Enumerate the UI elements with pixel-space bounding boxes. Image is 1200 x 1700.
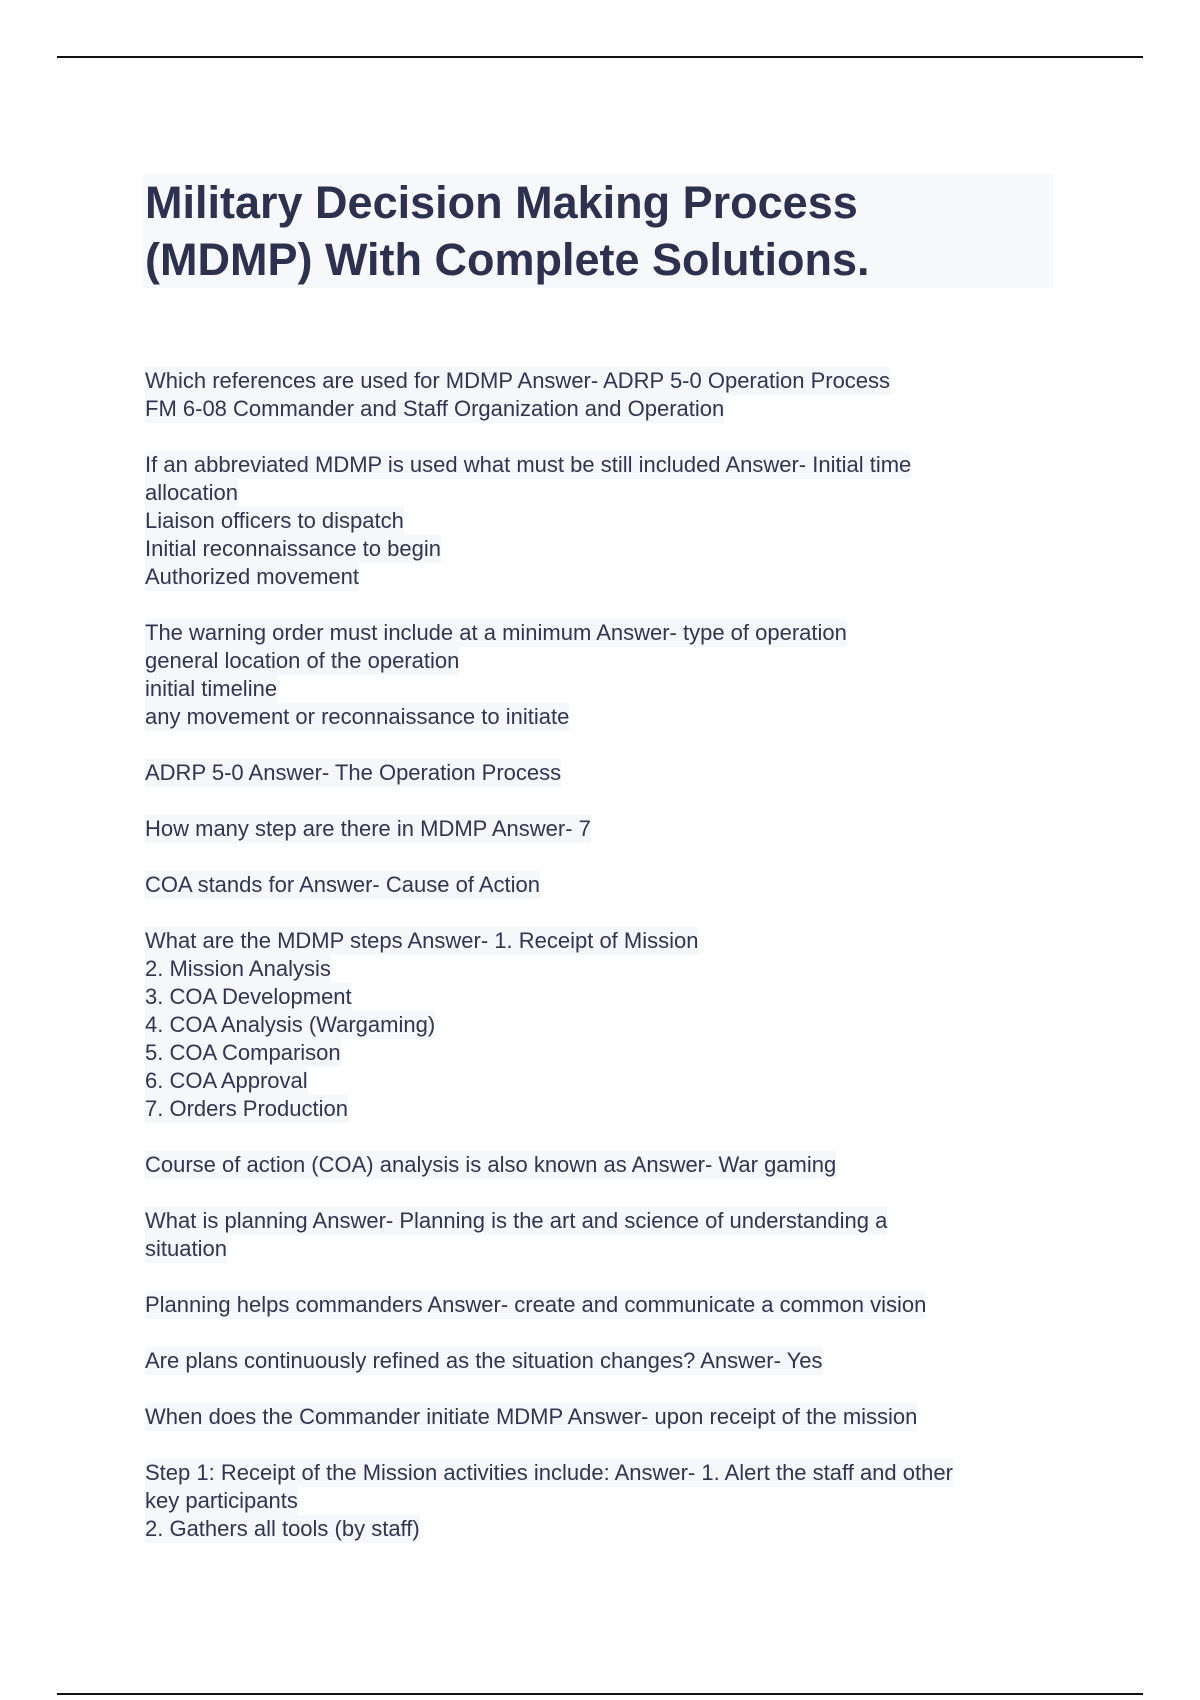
qa-answer-line: Initial reconnaissance to begin (145, 536, 441, 561)
qa-answer-line: key participants (145, 1488, 298, 1513)
qa-item (145, 451, 1055, 591)
qa-answer-line: allocation (145, 480, 238, 505)
qa-question-line: Planning helps commanders Answer- create and communicate a common vision (145, 1292, 927, 1317)
qa-answer-line: 7. Orders Production (145, 1096, 348, 1121)
qa-question-line: What are the MDMP steps Answer- 1. Receipt of Mission (145, 928, 699, 953)
qa-question-line: Course of action (COA) analysis is also known as Answer- War gaming (145, 1152, 837, 1177)
document-title (143, 174, 1053, 288)
qa-item (145, 1291, 1055, 1319)
qa-answer-line: Authorized movement (145, 564, 359, 589)
qa-item (145, 1151, 1055, 1179)
qa-answer-line: initial timeline (145, 676, 278, 701)
qa-answer-line: FM 6-08 Commander and Staff Organization and Operation (145, 396, 725, 421)
qa-item (145, 815, 1055, 843)
qa-question-line: If an abbreviated MDMP is used what must be still included Answer- Initial time (145, 452, 912, 477)
title-line-2: (MDMP) With Complete Solutions. (145, 234, 870, 285)
qa-answer-line: 4. COA Analysis (Wargaming) (145, 1012, 436, 1037)
bottom-rule (57, 1693, 1143, 1695)
top-rule (57, 56, 1143, 58)
qa-answer-line: 5. COA Comparison (145, 1040, 341, 1065)
qa-question-line: The warning order must include at a minimum Answer- type of operation (145, 620, 847, 645)
qa-question-line: How many step are there in MDMP Answer- 7 (145, 816, 591, 841)
qa-question-line: Which references are used for MDMP Answer- ADRP 5-0 Operation Process (145, 368, 891, 393)
qa-question-line: Step 1: Receipt of the Mission activities include: Answer- 1. Alert the staff and other (145, 1460, 953, 1485)
qa-list (145, 367, 1055, 1571)
qa-item (145, 1347, 1055, 1375)
qa-item (145, 759, 1055, 787)
title-line-1: Military Decision Making Process (145, 177, 858, 228)
qa-answer-line: 2. Gathers all tools (by staff) (145, 1516, 420, 1541)
qa-item (145, 619, 1055, 731)
qa-answer-line: 3. COA Development (145, 984, 352, 1009)
qa-answer-line: any movement or reconnaissance to initiate (145, 704, 570, 729)
qa-question-line: Are plans continuously refined as the situation changes? Answer- Yes (145, 1348, 823, 1373)
qa-question-line: ADRP 5-0 Answer- The Operation Process (145, 760, 562, 785)
qa-question-line: When does the Commander initiate MDMP Answer- upon receipt of the mission (145, 1404, 918, 1429)
qa-item (145, 1403, 1055, 1431)
qa-answer-line: 2. Mission Analysis (145, 956, 331, 981)
qa-item (145, 1207, 1055, 1263)
qa-item (145, 927, 1055, 1123)
qa-answer-line: 6. COA Approval (145, 1068, 308, 1093)
qa-question-line: COA stands for Answer- Cause of Action (145, 872, 540, 897)
qa-question-line: What is planning Answer- Planning is the art and science of understanding a (145, 1208, 888, 1233)
qa-answer-line: general location of the operation (145, 648, 460, 673)
qa-item (145, 871, 1055, 899)
qa-answer-line: Liaison officers to dispatch (145, 508, 404, 533)
qa-answer-line: situation (145, 1236, 227, 1261)
qa-item (145, 367, 1055, 423)
qa-item (145, 1459, 1055, 1543)
